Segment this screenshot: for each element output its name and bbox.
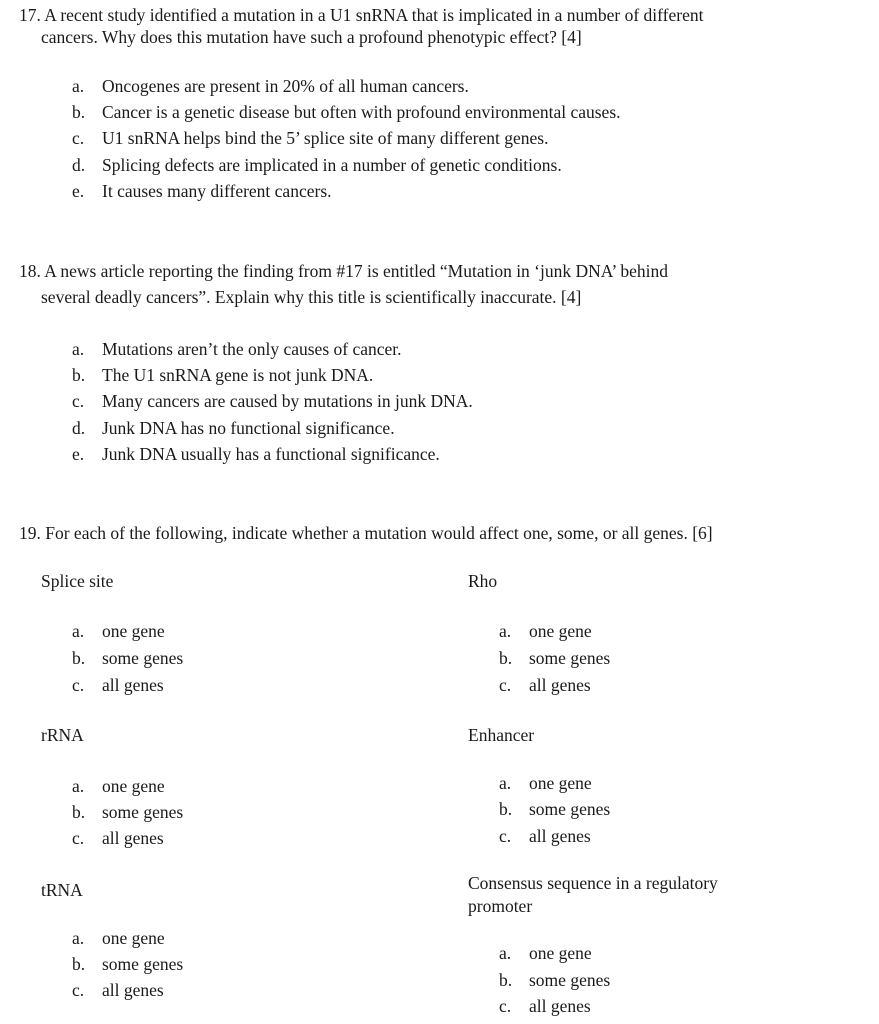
option-text: Many cancers are caused by mutations in junk DNA. [102,391,473,411]
q18-option-e[interactable] [72,441,440,467]
option-letter: a. [72,76,85,96]
option-text: some genes [529,648,611,668]
option-letter: a. [72,339,85,359]
option-text: some genes [102,954,184,974]
q18-option-a[interactable] [72,336,402,362]
q18-option-d[interactable] [72,415,395,441]
option-letter: a. [72,928,85,948]
option-letter: a. [72,776,85,796]
option-text: some genes [102,648,184,668]
option-text: The U1 snRNA gene is not junk DNA. [102,365,374,385]
option-text: some genes [529,799,611,819]
q18-stem-line2: several deadly cancers”. Explain why this title is scientifically inaccurate. [4] [41,287,582,307]
option-text: Junk DNA usually has a functional significance. [102,444,440,464]
q19-item-title-enhancer: Enhancer [468,725,535,745]
q19-consensus-option-c[interactable] [499,993,591,1019]
option-letter: e. [72,444,85,464]
option-text: U1 snRNA helps bind the 5’ splice site of many different genes. [102,128,549,148]
q19-trna-option-b[interactable] [72,951,183,977]
q19-item-title-rrna: rRNA [41,725,84,745]
option-letter: c. [499,675,512,695]
option-text: all genes [102,675,164,695]
q19-enhancer-option-a[interactable] [499,770,592,796]
option-text: one gene [529,621,592,641]
option-letter: b. [72,102,86,122]
option-text: some genes [102,802,184,822]
option-text: It causes many different cancers. [102,181,332,201]
option-text: all genes [529,826,591,846]
q18-stem-line1: 18. A news article reporting the finding from #17 is entitled “Mutation in ‘junk DNA’ behind [19,261,669,281]
q19-item-title-consensus-line1: Consensus sequence in a regulatory [468,873,718,893]
q19-item-title-trna: tRNA [41,880,83,900]
option-text: all genes [102,828,164,848]
option-text: all genes [529,996,591,1016]
q19-item-title-splice-site: Splice site [41,571,114,591]
option-letter: c. [499,996,512,1016]
option-letter: c. [72,675,85,695]
option-text: Oncogenes are present in 20% of all human cancers. [102,76,469,96]
option-text: one gene [529,943,592,963]
q18-option-c[interactable] [72,388,473,414]
option-letter: c. [72,828,85,848]
option-text: one gene [102,776,165,796]
q18-option-b[interactable] [72,362,373,388]
option-letter: b. [72,802,86,822]
option-text: one gene [102,928,165,948]
q19-rrna-option-c[interactable] [72,825,164,851]
option-letter: b. [499,799,513,819]
q19-enhancer-option-c[interactable] [499,823,591,849]
option-text: one gene [102,621,165,641]
q19-item-title-consensus-line2: promoter [468,896,533,916]
q17-option-e[interactable] [72,178,332,204]
option-text: Mutations aren’t the only causes of cancer. [102,339,402,359]
option-text: some genes [529,970,611,990]
option-letter: c. [499,826,512,846]
q17-option-c[interactable] [72,125,549,151]
option-letter: a. [499,943,512,963]
option-letter: e. [72,181,85,201]
q19-consensus-option-b[interactable] [499,967,610,993]
q17-option-d[interactable] [72,152,562,178]
option-text: all genes [529,675,591,695]
option-letter: b. [72,365,86,385]
option-letter: a. [72,621,85,641]
q19-splice-option-b[interactable] [72,645,183,671]
q19-rho-option-a[interactable] [499,618,592,644]
q19-rho-option-c[interactable] [499,672,591,698]
q17-option-a[interactable] [72,73,469,99]
option-letter: d. [72,418,86,438]
q19-rho-option-b[interactable] [499,645,610,671]
option-letter: a. [499,621,512,641]
option-letter: b. [72,954,86,974]
option-letter: d. [72,155,86,175]
q19-splice-option-c[interactable] [72,672,164,698]
option-letter: c. [72,391,85,411]
q19-rrna-option-b[interactable] [72,799,183,825]
option-text: all genes [102,980,164,1000]
option-letter: a. [499,773,512,793]
option-text: Junk DNA has no functional significance. [102,418,395,438]
q19-enhancer-option-b[interactable] [499,796,610,822]
option-letter: b. [499,648,513,668]
option-letter: b. [72,648,86,668]
option-letter: c. [72,128,85,148]
option-letter: b. [499,970,513,990]
option-letter: c. [72,980,85,1000]
q19-rrna-option-a[interactable] [72,773,165,799]
q17-stem-line2: cancers. Why does this mutation have such a profound phenotypic effect? [4] [41,27,582,47]
q17-stem-line1: 17. A recent study identified a mutation in a U1 snRNA that is implicated in a number of different [19,5,704,25]
q19-splice-option-a[interactable] [72,618,165,644]
q19-trna-option-c[interactable] [72,977,164,1003]
q19-item-title-rho: Rho [468,571,498,591]
q19-stem: 19. For each of the following, indicate whether a mutation would affect one, some, or all genes. [6] [19,523,713,543]
q17-option-b[interactable] [72,99,621,125]
option-text: Cancer is a genetic disease but often with profound environmental causes. [102,102,621,122]
option-text: one gene [529,773,592,793]
q19-consensus-option-a[interactable] [499,940,592,966]
q19-trna-option-a[interactable] [72,925,165,951]
option-text: Splicing defects are implicated in a number of genetic conditions. [102,155,562,175]
